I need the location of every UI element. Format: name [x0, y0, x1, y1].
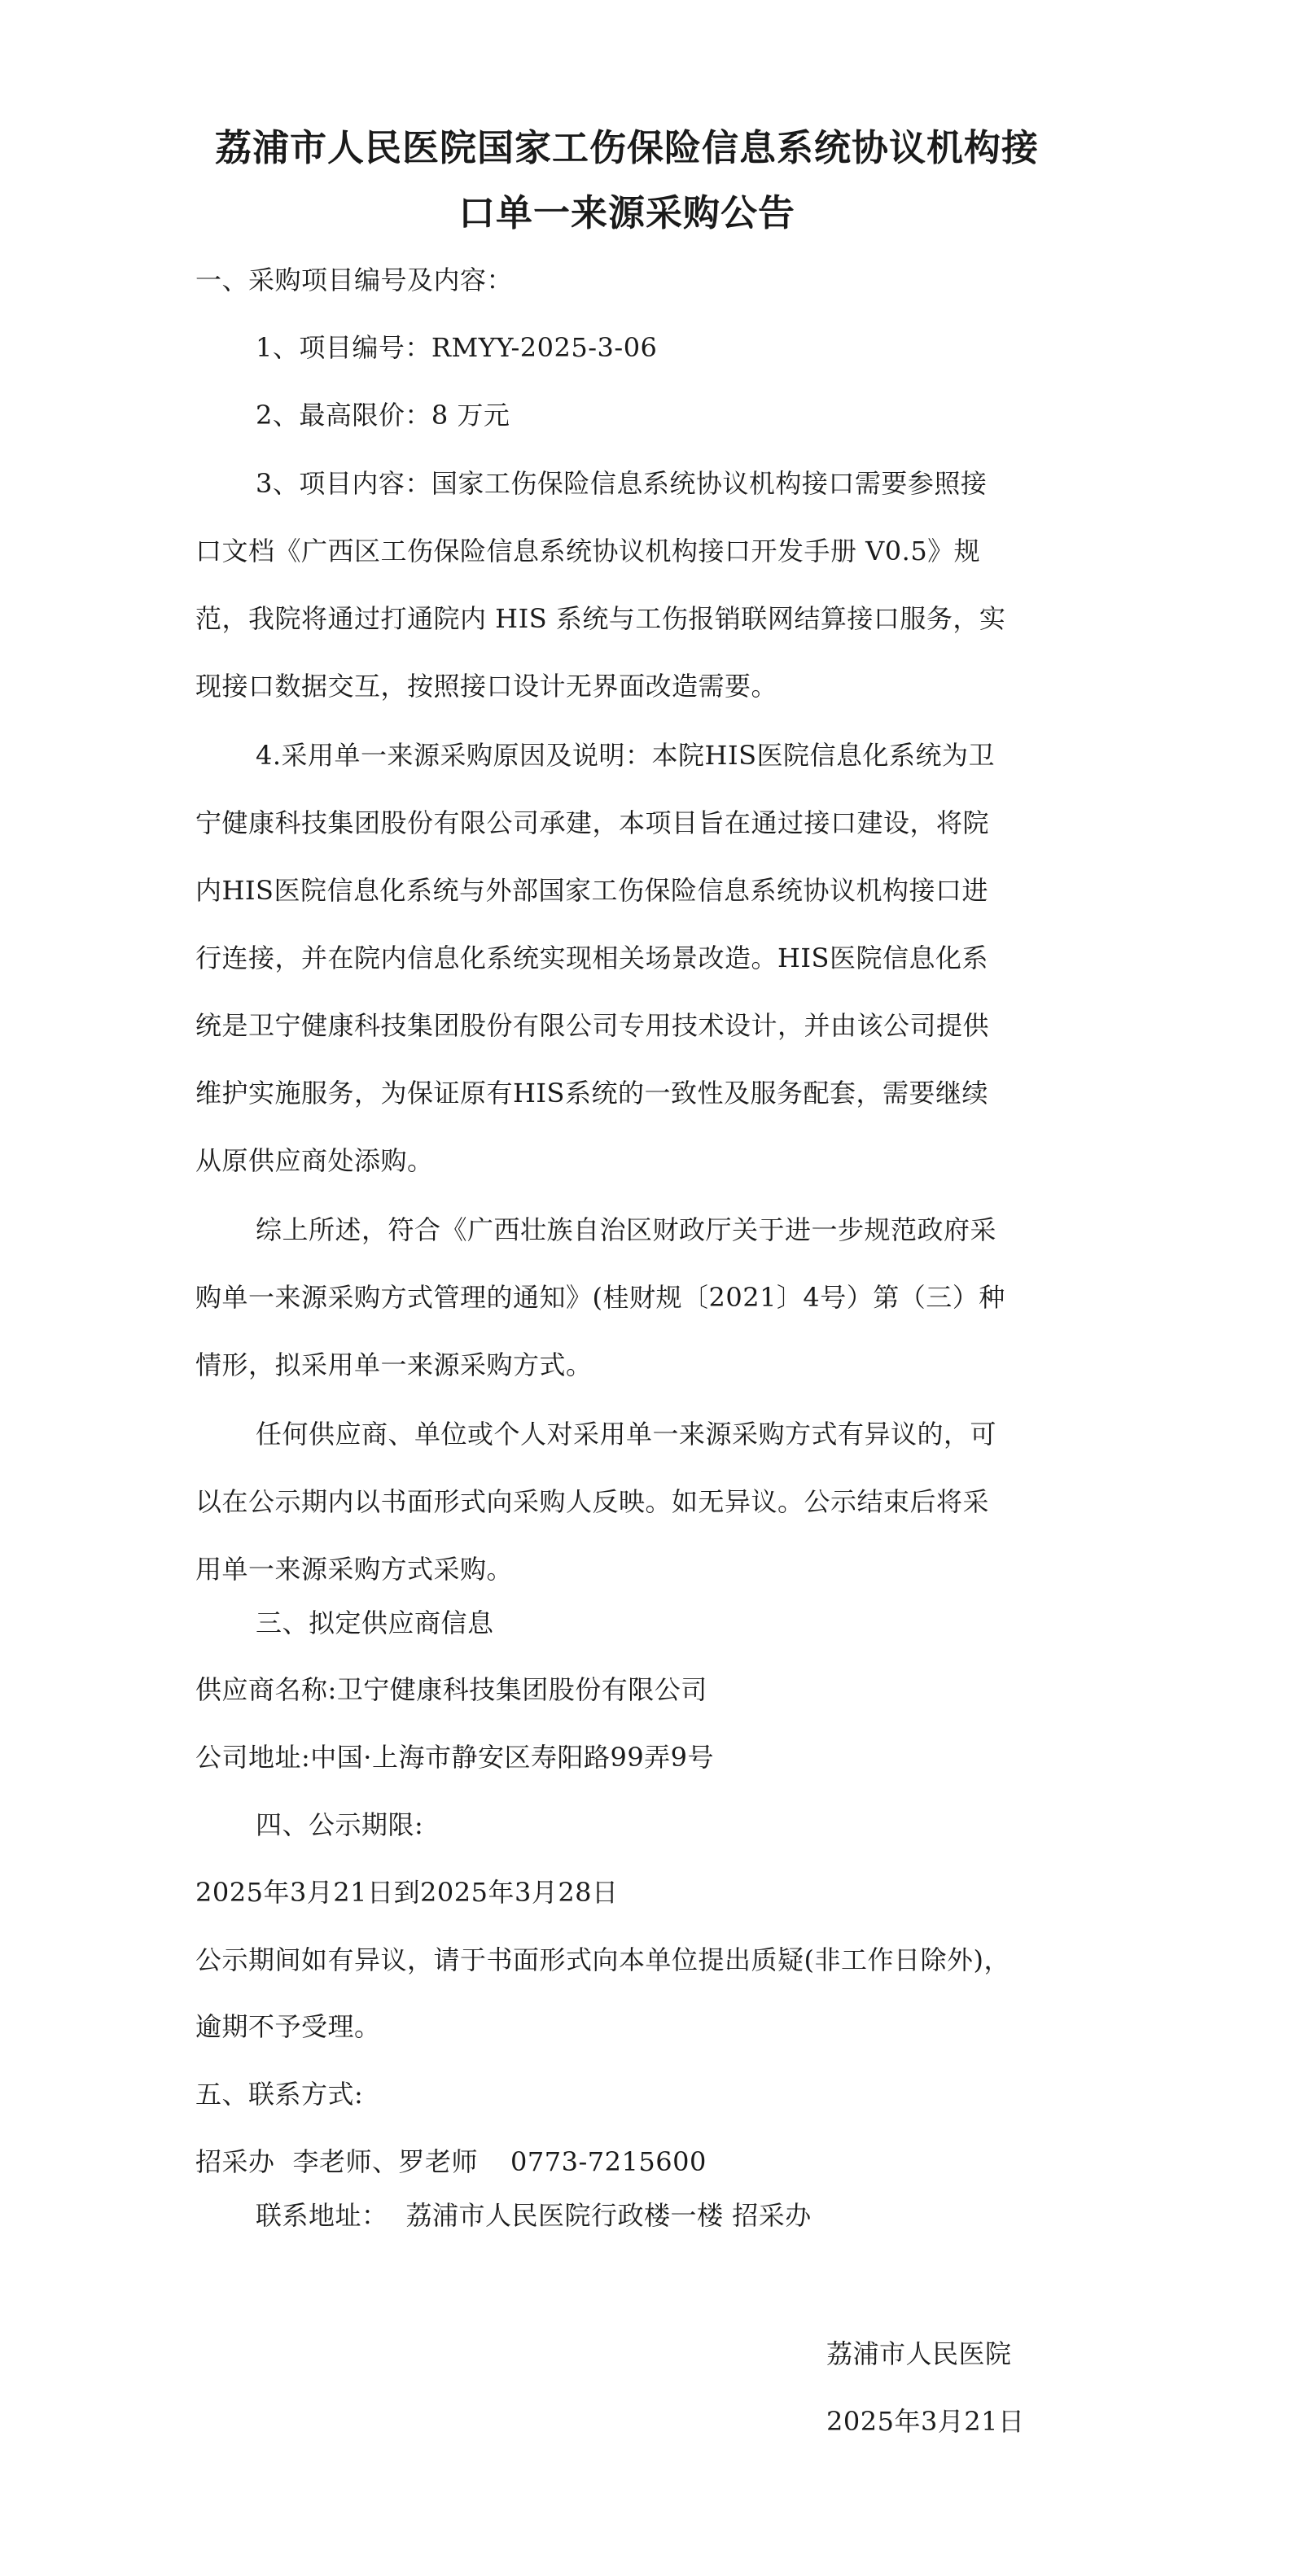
project-content-line: 范，我院将通过打通院内 HIS 系统与工伤报销联网结算接口服务，实	[195, 603, 1006, 634]
objection-note-line: 逾期不予受理。	[195, 2011, 381, 2042]
summary-line: 综上所述，符合《广西壮族自治区财政厅关于进一步规范政府采	[256, 1214, 997, 1245]
objection-line: 任何供应商、单位或个人对采用单一来源采购方式有异议的，可	[256, 1419, 997, 1450]
contact-office: 招采办	[195, 2146, 275, 2177]
summary-line: 购单一来源采购方式管理的通知》(桂财规〔2021〕4号）第（三）种	[195, 1282, 1005, 1313]
reason-line: 统是卫宁健康科技集团股份有限公司专用技术设计，并由该公司提供	[195, 1010, 990, 1041]
reason-line: 从原供应商处添购。	[195, 1145, 434, 1176]
contact-persons: 李老师、罗老师	[292, 2146, 479, 2177]
signature-org: 荔浦市人民医院	[826, 2338, 1012, 2369]
project-number: 1、项目编号：RMYY-2025-3-06	[256, 332, 658, 363]
notice-period: 2025年3月21日到2025年3月28日	[195, 1877, 619, 1908]
project-content-line: 现接口数据交互，按照接口设计无界面改造需要。	[195, 671, 778, 702]
contact-address-label: 联系地址：	[256, 2200, 388, 2231]
reason-line: 行连接，并在院内信息化系统实现相关场景改造。HIS医院信息化系	[195, 942, 988, 973]
summary-line: 情形，拟采用单一来源采购方式。	[195, 1349, 593, 1380]
reason-line: 宁健康科技集团股份有限公司承建，本项目旨在通过接口建设，将院	[195, 807, 990, 838]
contact-address: 荔浦市人民医院行政楼一楼 招采办	[405, 2200, 812, 2231]
section5-heading: 五、联系方式:	[195, 2079, 364, 2110]
max-price: 2、最高限价：8 万元	[256, 400, 510, 431]
objection-line: 以在公示期内以书面形式向采购人反映。如无异议。公示结束后将采	[195, 1486, 990, 1517]
title-line-1: 荔浦市人民医院国家工伤保险信息系统协议机构接	[214, 126, 1039, 169]
contact-phone: 0773-7215600	[510, 2146, 707, 2177]
signature-date: 2025年3月21日	[826, 2406, 1025, 2437]
reason-line: 内HIS医院信息化系统与外部国家工伤保险信息系统协议机构接口进	[195, 875, 988, 906]
objection-line: 用单一来源采购方式采购。	[195, 1554, 514, 1585]
contact-line	[195, 2144, 707, 2180]
section1-heading: 一、采购项目编号及内容：	[195, 265, 514, 295]
project-content-line: 口文档《广西区工伤保险信息系统协议机构接口开发手册 V0.5》规	[195, 536, 981, 566]
reason-line: 4.采用单一来源采购原因及说明：本院HIS医院信息化系统为卫	[256, 740, 996, 771]
section4-heading: 四、公示期限:	[256, 1809, 424, 1840]
objection-note-line: 公示期间如有异议，请于书面形式向本单位提出质疑(非工作日除外)，	[195, 1944, 1010, 1975]
project-content-line: 3、项目内容：国家工伤保险信息系统协议机构接口需要参照接	[256, 468, 988, 499]
reason-line: 维护实施服务，为保证原有HIS系统的一致性及服务配套，需要继续	[195, 1078, 988, 1109]
contact-address-line	[256, 2198, 812, 2233]
supplier-name: 供应商名称:卫宁健康科技集团股份有限公司	[195, 1674, 707, 1705]
section3-heading: 三、拟定供应商信息	[256, 1607, 494, 1638]
title-line-2: 口单一来源采购公告	[458, 191, 795, 234]
supplier-address: 公司地址:中国·上海市静安区寿阳路99弄9号	[195, 1742, 715, 1773]
